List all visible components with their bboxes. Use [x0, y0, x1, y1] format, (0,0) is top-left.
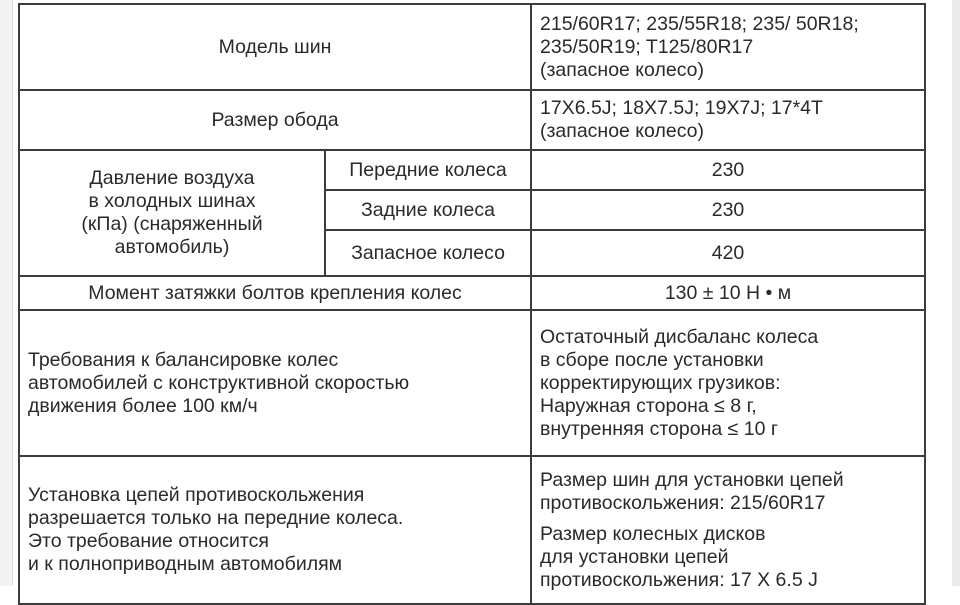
rear-wheels-pressure: 230 — [531, 190, 925, 230]
snow-chains-label — [19, 456, 531, 604]
cold-pressure-label-line: Давление воздуха — [89, 167, 255, 189]
snow-chains-value — [531, 456, 925, 604]
snow-chains-label-line: и к полноприводным автомобилям — [28, 553, 343, 575]
spare-wheel-label: Запасное колесо — [325, 230, 531, 276]
bolt-torque-value: 130 ± 10 Н • м — [531, 276, 925, 310]
balancing-value — [531, 310, 925, 456]
chain-tire-size-line: противоскольжения: 215/60R17 — [540, 491, 826, 514]
tire-model-line: (запасное колесо) — [540, 58, 705, 81]
page-left-edge — [0, 0, 13, 586]
balancing-value-line: корректирующих грузиков: — [540, 371, 781, 394]
cold-pressure-label-line: в холодных шинах — [88, 190, 256, 212]
tire-model-label: Модель шин — [19, 4, 531, 90]
chain-disc-size — [540, 519, 916, 596]
rim-size-row — [19, 90, 925, 150]
tire-model-row — [19, 4, 925, 90]
snow-chains-label-line: Это требование относится — [28, 530, 269, 552]
balancing-label-line: движения более 100 км/ч — [28, 394, 258, 417]
balancing-value-line: Остаточный дисбаланс колеса — [540, 325, 819, 348]
chain-tire-size-line: Размер шин для установки цепей — [540, 468, 844, 491]
snow-chains-label-line: разрешается только на передние колеса. — [28, 507, 404, 529]
balancing-value-line: внутренняя сторона ≤ 10 г — [540, 417, 778, 440]
chain-disc-size-line: противоскольжения: 17 X 6.5 J — [540, 568, 818, 591]
page-right-edge — [952, 0, 960, 586]
balancing-value-line: в сборе после установки — [540, 348, 764, 371]
tire-model-line: 215/60R17; 235/55R18; 235/ 50R18; — [540, 12, 859, 35]
bolt-torque-row — [19, 276, 925, 310]
front-wheels-pressure: 230 — [531, 150, 925, 190]
rear-wheels-label: Задние колеса — [325, 190, 531, 230]
rim-size-line: 17X6.5J; 18X7.5J; 19X7J; 17*4T — [540, 97, 823, 119]
balancing-label — [19, 310, 531, 456]
bolt-torque-label: Момент затяжки болтов крепления колес — [19, 276, 531, 310]
cold-pressure-label-line: (кПа) (снаряженный — [81, 213, 263, 235]
wheel-spec-table — [18, 3, 926, 605]
rim-size-line: (запасное колесо) — [540, 120, 705, 142]
tire-model-value — [531, 4, 925, 90]
tire-model-line: 235/50R19; T125/80R17 — [540, 35, 754, 58]
balancing-label-line: автомобилей с конструктивной скоростью — [28, 371, 410, 394]
rim-size-label: Размер обода — [19, 90, 531, 150]
cold-pressure-label-line: автомобиль) — [114, 236, 230, 258]
snow-chains-label-line: Установка цепей противоскольжения — [28, 484, 365, 506]
spare-wheel-pressure: 420 — [531, 230, 925, 276]
rim-size-value — [531, 90, 925, 150]
front-wheels-label: Передние колеса — [325, 150, 531, 190]
chain-disc-size-line: для установки цепей — [540, 545, 729, 568]
chain-disc-size-line: Размер колесных дисков — [540, 522, 766, 545]
snow-chains-row — [19, 456, 925, 604]
balancing-value-line: Наружная сторона ≤ 8 г, — [540, 394, 757, 417]
cold-pressure-label — [19, 150, 325, 276]
balancing-label-line: Требования к балансировке колес — [28, 348, 339, 371]
balancing-row — [19, 310, 925, 456]
pressure-row-front — [19, 150, 925, 190]
chain-tire-size — [540, 465, 916, 519]
